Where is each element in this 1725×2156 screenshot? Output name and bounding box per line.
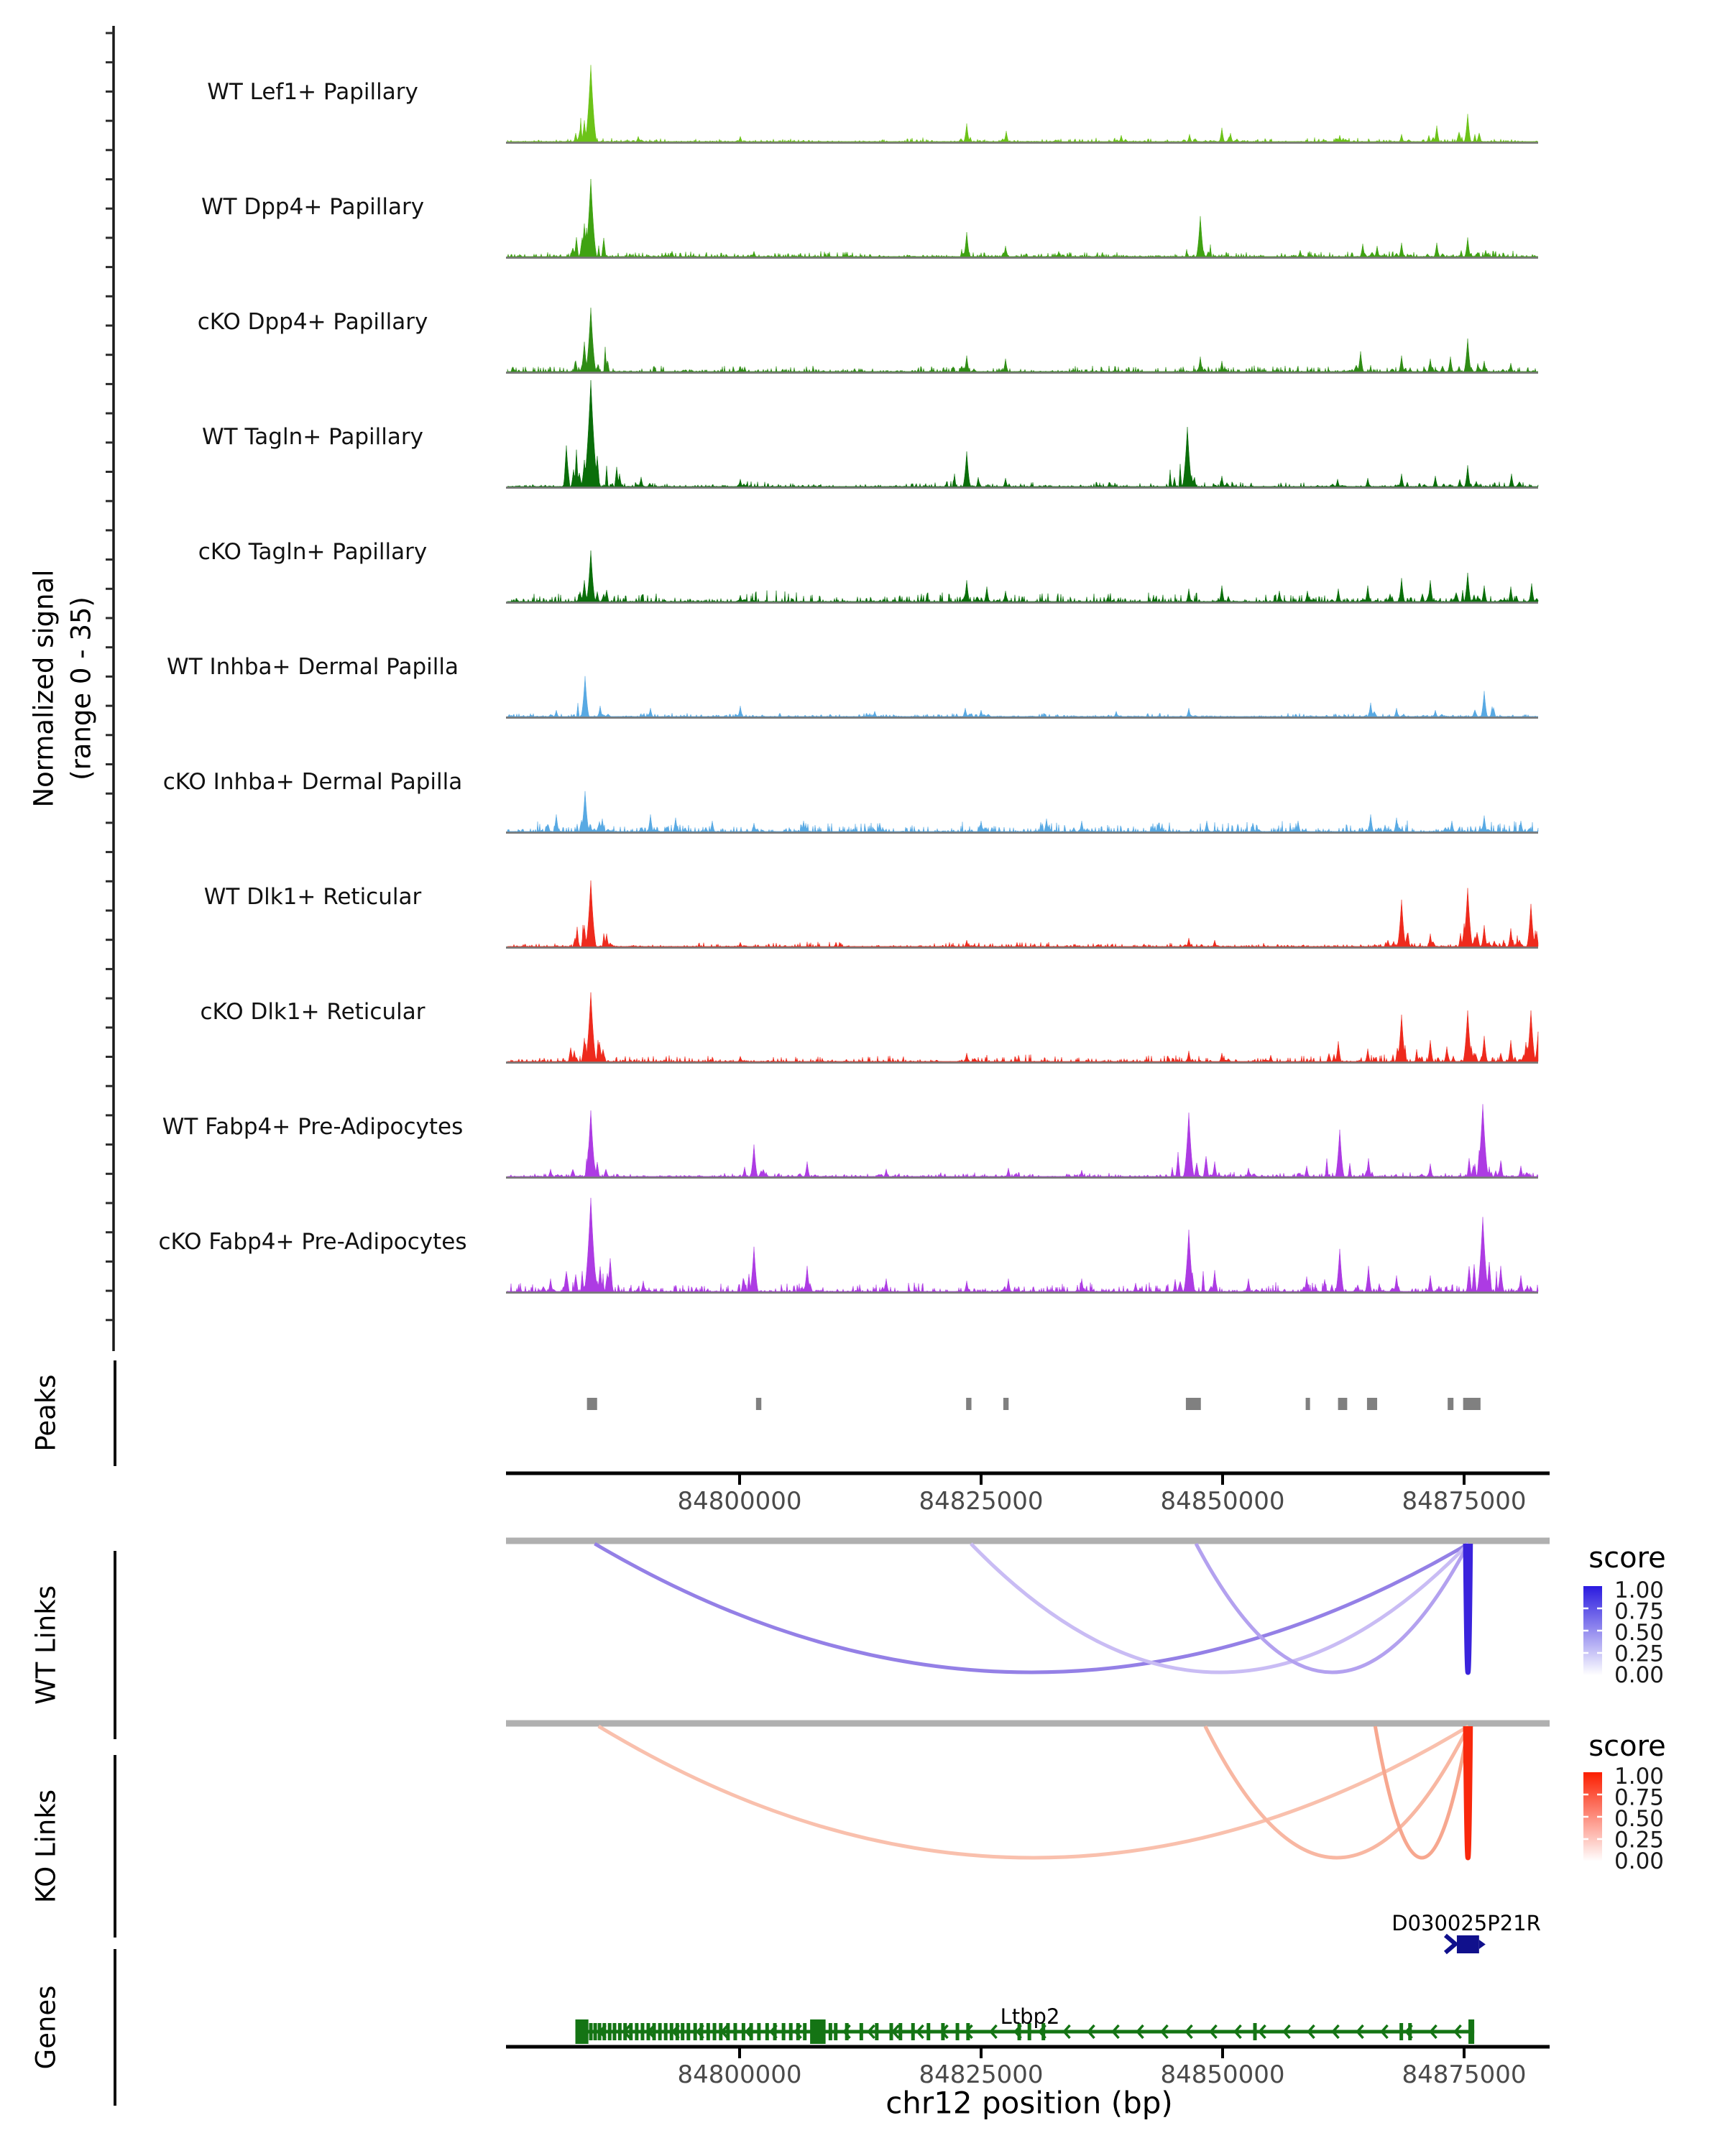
section-label-genes: Genes bbox=[30, 1985, 62, 2070]
ko-links-legend-title: score bbox=[1588, 1730, 1666, 1763]
y-axis-label-line2: (range 0 - 35) bbox=[65, 596, 97, 780]
coverage-track bbox=[201, 992, 1538, 1063]
gene-exon-tick bbox=[686, 2023, 690, 2040]
gene-label-d030025p21r: D030025P21R bbox=[1392, 1911, 1541, 1935]
peak-interval bbox=[1463, 1398, 1481, 1410]
coverage-signal bbox=[507, 550, 1538, 602]
gene-exon-tick bbox=[1399, 2023, 1403, 2040]
gene-exon-block bbox=[810, 2019, 826, 2044]
gene-exon-tick bbox=[782, 2023, 786, 2040]
coverage-track bbox=[201, 179, 1538, 258]
gene-exon bbox=[1457, 1935, 1479, 1953]
gene-strand-arrow bbox=[1479, 1940, 1486, 1949]
score-tick-label: 0.75 bbox=[1614, 1784, 1665, 1811]
score-tick-label: 0.50 bbox=[1614, 1806, 1665, 1832]
track-label: WT Dpp4+ Papillary bbox=[201, 194, 425, 220]
peaks-x-axis bbox=[506, 1473, 1550, 1516]
peak-interval bbox=[1338, 1398, 1348, 1410]
coverage-track bbox=[163, 769, 1538, 833]
coverage-signal bbox=[507, 1104, 1538, 1176]
gene-exon-tick bbox=[713, 2023, 717, 2040]
link-arc bbox=[594, 1544, 1468, 1672]
section-label-wt-links: WT Links bbox=[30, 1585, 62, 1705]
score-tick-label: 1.00 bbox=[1614, 1764, 1665, 1789]
coverage-signal bbox=[507, 880, 1538, 946]
coverage-signal bbox=[507, 380, 1538, 487]
gene-exon-tick bbox=[789, 2023, 793, 2040]
axis-tick-label: 84875000 bbox=[1402, 1487, 1527, 1516]
gene-exon-tick bbox=[1254, 2023, 1257, 2040]
track-label: WT Tagln+ Papillary bbox=[202, 424, 423, 450]
gene-exon-tick bbox=[860, 2023, 863, 2040]
track-label: cKO Tagln+ Papillary bbox=[198, 539, 428, 565]
peaks-track bbox=[587, 1398, 1481, 1410]
coverage-track bbox=[204, 880, 1538, 947]
peak-interval bbox=[756, 1398, 761, 1410]
axis-tick-label: 84825000 bbox=[919, 2060, 1044, 2089]
coverage-signal bbox=[507, 992, 1538, 1061]
track-label: WT Inhba+ Dermal Papilla bbox=[167, 654, 459, 680]
track-label: cKO Dlk1+ Reticular bbox=[200, 999, 426, 1025]
coverage-track bbox=[207, 65, 1538, 142]
track-label: cKO Dpp4+ Papillary bbox=[197, 309, 428, 335]
section-label-ko-links: KO Links bbox=[30, 1789, 62, 1904]
gene-exon-tick bbox=[618, 2023, 622, 2040]
axis-tick-label: 84825000 bbox=[919, 1487, 1044, 1516]
peak-interval bbox=[966, 1398, 971, 1410]
track-label: cKO Inhba+ Dermal Papilla bbox=[162, 769, 463, 795]
link-arc bbox=[1196, 1544, 1468, 1672]
score-tick-label: 0.00 bbox=[1614, 1662, 1665, 1688]
coverage-signal bbox=[507, 676, 1538, 717]
coverage-signal bbox=[507, 308, 1538, 372]
gene-exon-block bbox=[1468, 2019, 1474, 2044]
gene-exon-tick bbox=[803, 2023, 806, 2040]
gene-exon-tick bbox=[608, 2023, 612, 2040]
track-label: WT Lef1+ Papillary bbox=[207, 79, 418, 105]
gene-exon-tick bbox=[834, 2023, 837, 2040]
track-label: WT Dlk1+ Reticular bbox=[203, 884, 422, 910]
gene-exon-tick bbox=[664, 2023, 668, 2040]
axis-tick-label: 84850000 bbox=[1160, 2060, 1285, 2089]
gene-exon-tick bbox=[742, 2023, 745, 2040]
coverage-signal bbox=[507, 791, 1538, 831]
ko-links-panel bbox=[506, 1723, 1664, 1874]
score-tick-label: 0.00 bbox=[1614, 1848, 1665, 1874]
coverage-track bbox=[198, 539, 1538, 603]
score-tick-label: 0.25 bbox=[1614, 1641, 1665, 1667]
axis-tick-label: 84850000 bbox=[1160, 1487, 1285, 1516]
gene-exon-block bbox=[576, 2019, 589, 2044]
x-axis-title: chr12 position (bp) bbox=[886, 2085, 1173, 2121]
gene-exon-tick bbox=[612, 2023, 616, 2040]
gene-exon-tick bbox=[707, 2023, 710, 2040]
gene-strand-arrow bbox=[1445, 1935, 1455, 1953]
bottom-x-axis bbox=[506, 2047, 1550, 2089]
peak-interval bbox=[1186, 1398, 1201, 1410]
link-arc bbox=[1466, 1544, 1471, 1672]
peak-interval bbox=[1448, 1398, 1453, 1410]
peak-interval bbox=[1367, 1398, 1377, 1410]
score-tick-label: 0.25 bbox=[1614, 1827, 1665, 1853]
gene-exon-tick bbox=[765, 2023, 769, 2040]
coverage-signal bbox=[507, 1198, 1538, 1291]
wt-links-panel bbox=[506, 1541, 1664, 1688]
track-label: cKO Fabp4+ Pre-Adipocytes bbox=[158, 1229, 467, 1255]
peak-interval bbox=[1003, 1398, 1008, 1410]
link-arc bbox=[1466, 1726, 1471, 1858]
coverage-track bbox=[162, 1104, 1538, 1177]
axis-tick-label: 84800000 bbox=[677, 2060, 802, 2089]
coverage-track bbox=[167, 654, 1538, 718]
peak-interval bbox=[1306, 1398, 1310, 1410]
peak-interval bbox=[587, 1398, 597, 1410]
gene-exon-tick bbox=[733, 2023, 737, 2040]
track-label: WT Fabp4+ Pre-Adipocytes bbox=[162, 1114, 464, 1140]
gene-exon-tick bbox=[658, 2023, 662, 2040]
gene-exon-tick bbox=[875, 2023, 878, 2040]
gene-exon-tick bbox=[911, 2023, 915, 2040]
link-arc bbox=[971, 1544, 1468, 1672]
gene-exon-tick bbox=[640, 2023, 644, 2040]
axis-tick-label: 84875000 bbox=[1402, 2060, 1527, 2089]
axis-tick-label: 84800000 bbox=[677, 1487, 802, 1516]
coverage-signal bbox=[507, 179, 1538, 257]
gene-exon-tick bbox=[926, 2023, 930, 2040]
gene-exon-tick bbox=[956, 2023, 960, 2040]
score-tick-label: 1.00 bbox=[1614, 1577, 1665, 1603]
gene-exon-tick bbox=[829, 2023, 832, 2040]
coverage-track bbox=[198, 308, 1538, 372]
gene-exon-tick bbox=[635, 2023, 638, 2040]
gene-exon-tick bbox=[594, 2023, 597, 2040]
gene-exon-tick bbox=[681, 2023, 684, 2040]
signal-y-axis bbox=[106, 26, 114, 1351]
coverage-track bbox=[159, 1198, 1538, 1293]
score-tick-label: 0.75 bbox=[1614, 1598, 1665, 1625]
score-tick-label: 0.50 bbox=[1614, 1620, 1665, 1646]
gene-exon-tick bbox=[589, 2023, 593, 2040]
gene-label-ltbp2: Ltbp2 bbox=[1000, 2004, 1060, 2029]
link-arc bbox=[599, 1726, 1468, 1858]
wt-links-legend-title: score bbox=[1588, 1542, 1666, 1575]
coverage-signal bbox=[507, 65, 1538, 142]
coverage-track bbox=[202, 380, 1538, 488]
section-label-peaks: Peaks bbox=[30, 1374, 62, 1452]
gene-exon-tick bbox=[757, 2023, 760, 2040]
y-axis-label-line1: Normalized signal bbox=[28, 569, 60, 808]
